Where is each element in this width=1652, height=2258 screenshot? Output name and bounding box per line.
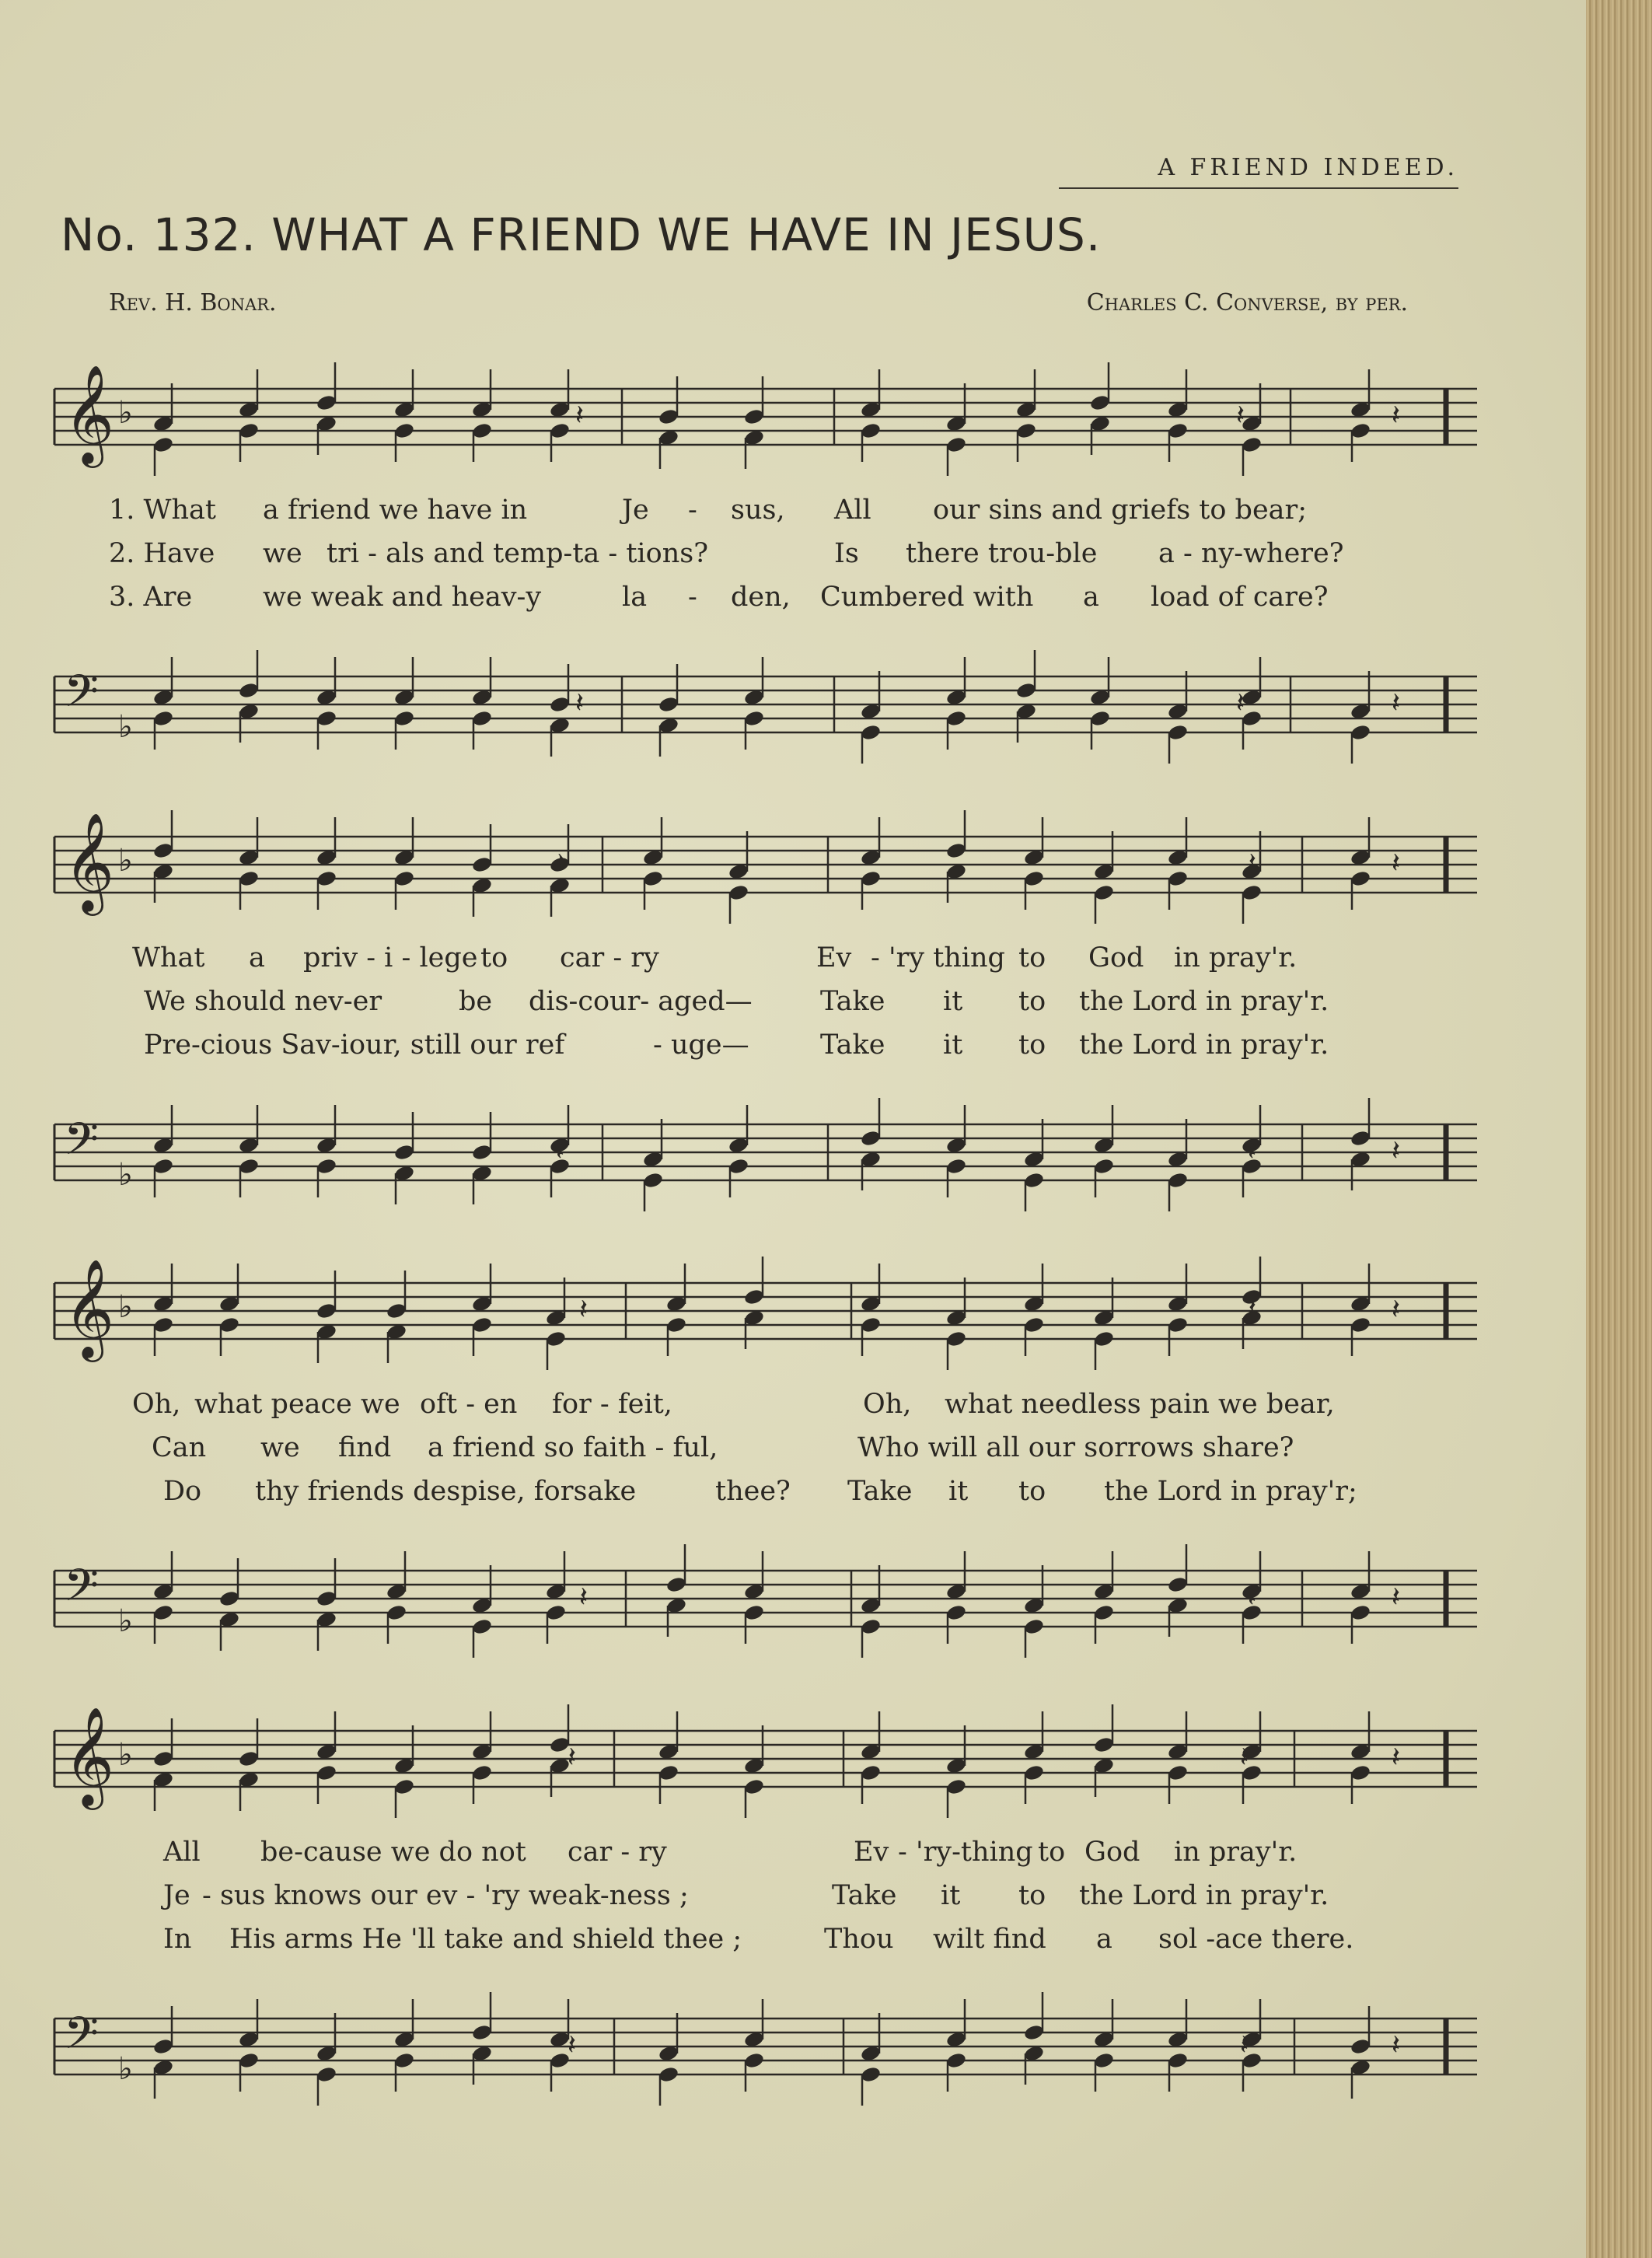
quarter-rest-icon: 𝄽 bbox=[579, 1294, 589, 1326]
quarter-rest-icon: 𝄽 bbox=[575, 687, 585, 719]
quarter-rest-icon: 𝄽 bbox=[1392, 1582, 1401, 1613]
quarter-rest-icon: 𝄽 bbox=[556, 1135, 565, 1167]
quarter-rest-icon: 𝄽 bbox=[1248, 1582, 1257, 1613]
quarter-rest-icon: 𝄽 bbox=[1248, 1294, 1257, 1326]
quarter-rest-icon: 𝄽 bbox=[1392, 687, 1401, 719]
quarter-rest-icon: 𝄽 bbox=[1236, 687, 1245, 719]
hymn-title: No. 132. WHAT A FRIEND WE HAVE IN JESUS. bbox=[61, 208, 1102, 261]
treble-staff-2 bbox=[54, 813, 1477, 930]
flat-key-icon: ♭ bbox=[118, 2051, 133, 2087]
quarter-rest-icon: 𝄽 bbox=[1392, 1135, 1401, 1167]
quarter-rest-icon: 𝄽 bbox=[579, 1582, 589, 1613]
bass-clef-icon: 𝄢 bbox=[64, 1113, 100, 1176]
bass-staff-1 bbox=[54, 653, 1477, 770]
quarter-rest-icon: 𝄽 bbox=[1240, 1742, 1249, 1774]
bass-clef-icon: 𝄢 bbox=[64, 2007, 100, 2071]
treble-clef-icon: 𝄞 bbox=[64, 1706, 115, 1805]
flat-key-icon: ♭ bbox=[118, 1289, 133, 1325]
composer-credit: Charles C. Converse, by per. bbox=[1086, 289, 1408, 316]
bass-staff-3 bbox=[54, 1547, 1477, 1664]
quarter-rest-icon: 𝄽 bbox=[1392, 1294, 1401, 1326]
quarter-rest-icon: 𝄽 bbox=[1248, 1135, 1257, 1167]
quarter-rest-icon: 𝄽 bbox=[556, 848, 565, 879]
treble-clef-icon: 𝄞 bbox=[64, 364, 115, 463]
treble-staff-3 bbox=[54, 1260, 1477, 1376]
bass-staff-2 bbox=[54, 1101, 1477, 1218]
flat-key-icon: ♭ bbox=[118, 1157, 133, 1193]
quarter-rest-icon: 𝄽 bbox=[575, 400, 585, 432]
quarter-rest-icon: 𝄽 bbox=[1392, 400, 1401, 432]
treble-staff-4 bbox=[54, 1707, 1477, 1824]
quarter-rest-icon: 𝄽 bbox=[1236, 400, 1245, 432]
flat-key-icon: ♭ bbox=[118, 709, 133, 745]
page-edge bbox=[1586, 0, 1652, 2258]
treble-staff-1 bbox=[54, 365, 1477, 482]
bass-staff-4 bbox=[54, 1995, 1477, 2112]
flat-key-icon: ♭ bbox=[118, 1737, 133, 1773]
quarter-rest-icon: 𝄽 bbox=[1392, 848, 1401, 879]
quarter-rest-icon: 𝄽 bbox=[1392, 2029, 1401, 2061]
quarter-rest-icon: 𝄽 bbox=[568, 2029, 577, 2061]
flat-key-icon: ♭ bbox=[118, 843, 133, 879]
quarter-rest-icon: 𝄽 bbox=[1248, 848, 1257, 879]
running-head: A FRIEND INDEED. bbox=[1059, 154, 1458, 189]
quarter-rest-icon: 𝄽 bbox=[1240, 2029, 1249, 2061]
lyricist-credit: Rev. H. Bonar. bbox=[109, 289, 277, 316]
bass-clef-icon: 𝄢 bbox=[64, 1559, 100, 1623]
treble-clef-icon: 𝄞 bbox=[64, 812, 115, 911]
bass-clef-icon: 𝄢 bbox=[64, 665, 100, 729]
quarter-rest-icon: 𝄽 bbox=[1392, 1742, 1401, 1774]
flat-key-icon: ♭ bbox=[118, 395, 133, 431]
flat-key-icon: ♭ bbox=[118, 1603, 133, 1639]
quarter-rest-icon: 𝄽 bbox=[568, 1742, 577, 1774]
treble-clef-icon: 𝄞 bbox=[64, 1258, 115, 1358]
